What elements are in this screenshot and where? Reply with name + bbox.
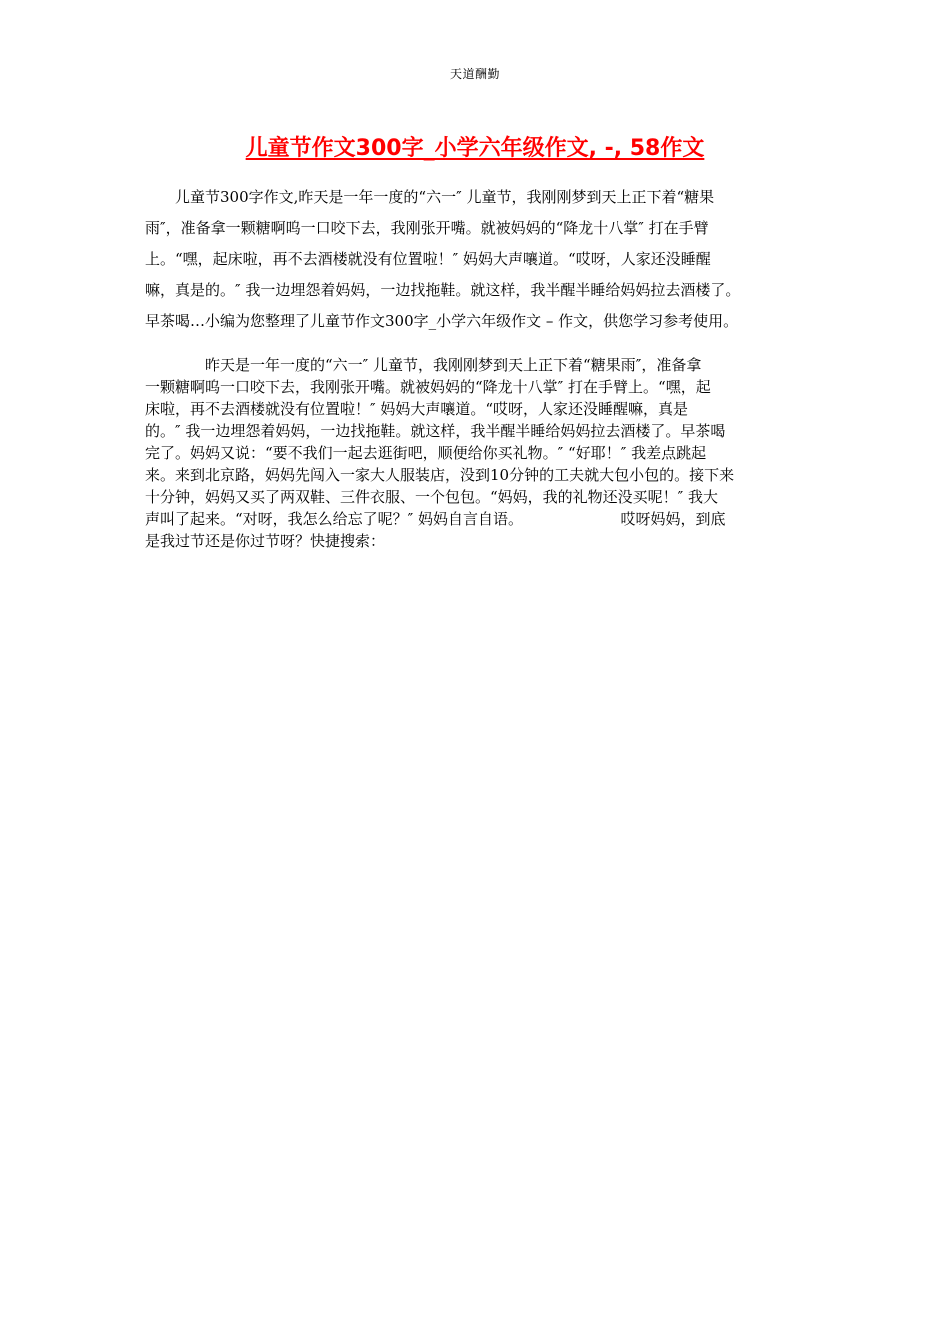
article-body <box>145 354 809 552</box>
body-line: 一颗糖啊呜一口咬下去，我刚张开嘴。就被妈妈的“降龙十八掌″ 打在手臂上。“嘿，起 <box>145 378 711 396</box>
summary-line: 儿童节300字作文,昨天是一年一度的“六一″ 儿童节，我刚刚梦到天上正下着“糖果 <box>145 188 715 206</box>
body-line: 床啦，再不去酒楼就没有位置啦！″ 妈妈大声嚷道。“哎呀，人家还没睡醒嘛，真是 <box>145 400 689 418</box>
body-line: 来。来到北京路，妈妈先闯入一家大人服装店，没到10分钟的工夫就大包小包的。接下来 <box>145 466 735 484</box>
article-title[interactable]: 儿童节作文300字_小学六年级作文, -, 58作文 <box>245 136 705 161</box>
body-line: 声叫了起来。“对呀，我怎么给忘了呢？″ 妈妈自言自语。 哎呀妈妈，到底 <box>145 510 726 528</box>
summary-line: 嘛，真是的。″ 我一边埋怨着妈妈，一边找拖鞋。就这样，我半醒半睡给妈妈拉去酒楼了。 <box>145 281 741 299</box>
article-summary <box>145 182 809 337</box>
body-line: 完了。妈妈又说：“要不我们一起去逛街吧，顺便给你买礼物。″ “好耶！″ 我差点跳起 <box>145 444 707 462</box>
summary-line: 上。“嘿，起床啦，再不去酒楼就没有位置啦！″ 妈妈大声嚷道。“哎呀，人家还没睡醒 <box>145 250 711 268</box>
body-line: 是我过节还是你过节呀？快捷搜索： <box>145 532 386 550</box>
body-line: 十分钟，妈妈又买了两双鞋、三件衣服、一个包包。“妈妈，我的礼物还没买呢！″ 我大 <box>145 488 719 506</box>
summary-line: 早茶喝…小编为您整理了儿童节作文300字_小学六年级作文 – 作文，供您学习参考使用。 <box>145 312 739 330</box>
summary-line: 雨″，准备拿一颗糖啊呜一口咬下去，我刚张开嘴。就被妈妈的“降龙十八掌″ 打在手臂 <box>145 219 709 237</box>
page-header: 天道酬勤 <box>449 67 500 81</box>
body-line: 的。″ 我一边埋怨着妈妈，一边找拖鞋。就这样，我半醒半睡给妈妈拉去酒楼了。早茶喝 <box>145 422 726 440</box>
body-line: 昨天是一年一度的“六一″ 儿童节，我刚刚梦到天上正下着“糖果雨″，准备拿 <box>145 356 702 374</box>
